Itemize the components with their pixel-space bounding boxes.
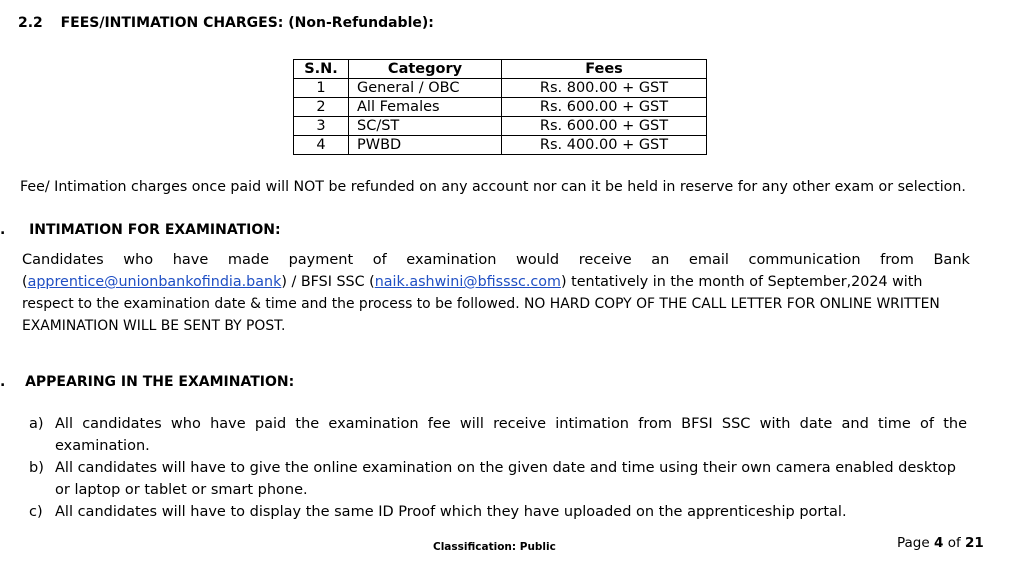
table-header-row	[294, 60, 707, 79]
cell-fee: Rs. 600.00 + GST	[502, 98, 707, 117]
paragraph-line-4: EXAMINATION WILL BE SENT BY POST.	[22, 318, 286, 334]
cell-fee: Rs. 400.00 + GST	[502, 136, 707, 155]
section-number: .	[0, 374, 6, 390]
cell-fee: Rs. 800.00 + GST	[502, 79, 707, 98]
page-total: 21	[965, 535, 984, 551]
cell-sn: 4	[294, 136, 349, 155]
column-header-fees: Fees	[502, 60, 707, 79]
section-fees-heading	[18, 14, 434, 32]
cell-fee: Rs. 600.00 + GST	[502, 117, 707, 136]
fees-table	[293, 59, 707, 155]
paragraph-line-1: Candidates who have made payment of examination would receive an email communication from Bank	[22, 252, 970, 268]
classification-label: Classification: Public	[433, 541, 556, 553]
section-title: APPEARING IN THE EXAMINATION:	[25, 374, 295, 390]
paragraph-line-2: (apprentice@unionbankofindia.bank) / BFSI SSC (naik.ashwini@bfisssc.com) tentatively in the month of September,2024 with	[22, 274, 923, 290]
list-marker: a)	[29, 416, 44, 432]
list-item-text: All candidates who have paid the examination fee will receive intimation from BFSI SSC with date and time of the examination.	[55, 416, 967, 454]
section-appearing-heading	[0, 373, 294, 391]
email-link-bfsi[interactable]: naik.ashwini@bfisssc.com	[374, 274, 561, 290]
list-marker: c)	[29, 504, 43, 520]
section-intimation-heading	[0, 221, 281, 239]
cell-sn: 1	[294, 79, 349, 98]
paragraph-line-3: respect to the examination date & time and the process to be followed. NO HARD COPY OF THE CALL LETTER FOR ONLINE WRITTEN	[22, 296, 940, 312]
section-title: INTIMATION FOR EXAMINATION:	[29, 222, 281, 238]
fees-note: Fee/ Intimation charges once paid will NOT be refunded on any account nor can it be held in reserve for any other exam or selection.	[20, 179, 966, 195]
section-number: .	[0, 222, 6, 238]
cell-sn: 3	[294, 117, 349, 136]
page-current: 4	[933, 535, 944, 551]
list-marker: b)	[29, 460, 44, 476]
table-row	[294, 117, 707, 136]
cell-category: All Females	[349, 98, 502, 117]
list-item-text: All candidates will have to give the online examination on the given date and time using their own camera enabled desktop or laptop or tablet or smart phone.	[55, 460, 956, 498]
cell-sn: 2	[294, 98, 349, 117]
column-header-sn: S.N.	[294, 60, 349, 79]
cell-category: SC/ST	[349, 117, 502, 136]
email-link-bank[interactable]: apprentice@unionbankofindia.bank	[27, 274, 282, 290]
intimation-paragraph	[22, 249, 970, 337]
cell-category: General / OBC	[349, 79, 502, 98]
table-row	[294, 136, 707, 155]
section-number: 2.2	[18, 15, 43, 31]
page-number: Page 4 of 21	[897, 535, 984, 551]
table-row	[294, 98, 707, 117]
cell-category: PWBD	[349, 136, 502, 155]
section-title: FEES/INTIMATION CHARGES: (Non-Refundable):	[60, 15, 434, 31]
column-header-category: Category	[349, 60, 502, 79]
table-row	[294, 79, 707, 98]
list-item-text: All candidates will have to display the same ID Proof which they have uploaded on the apprenticeship portal.	[55, 504, 847, 520]
